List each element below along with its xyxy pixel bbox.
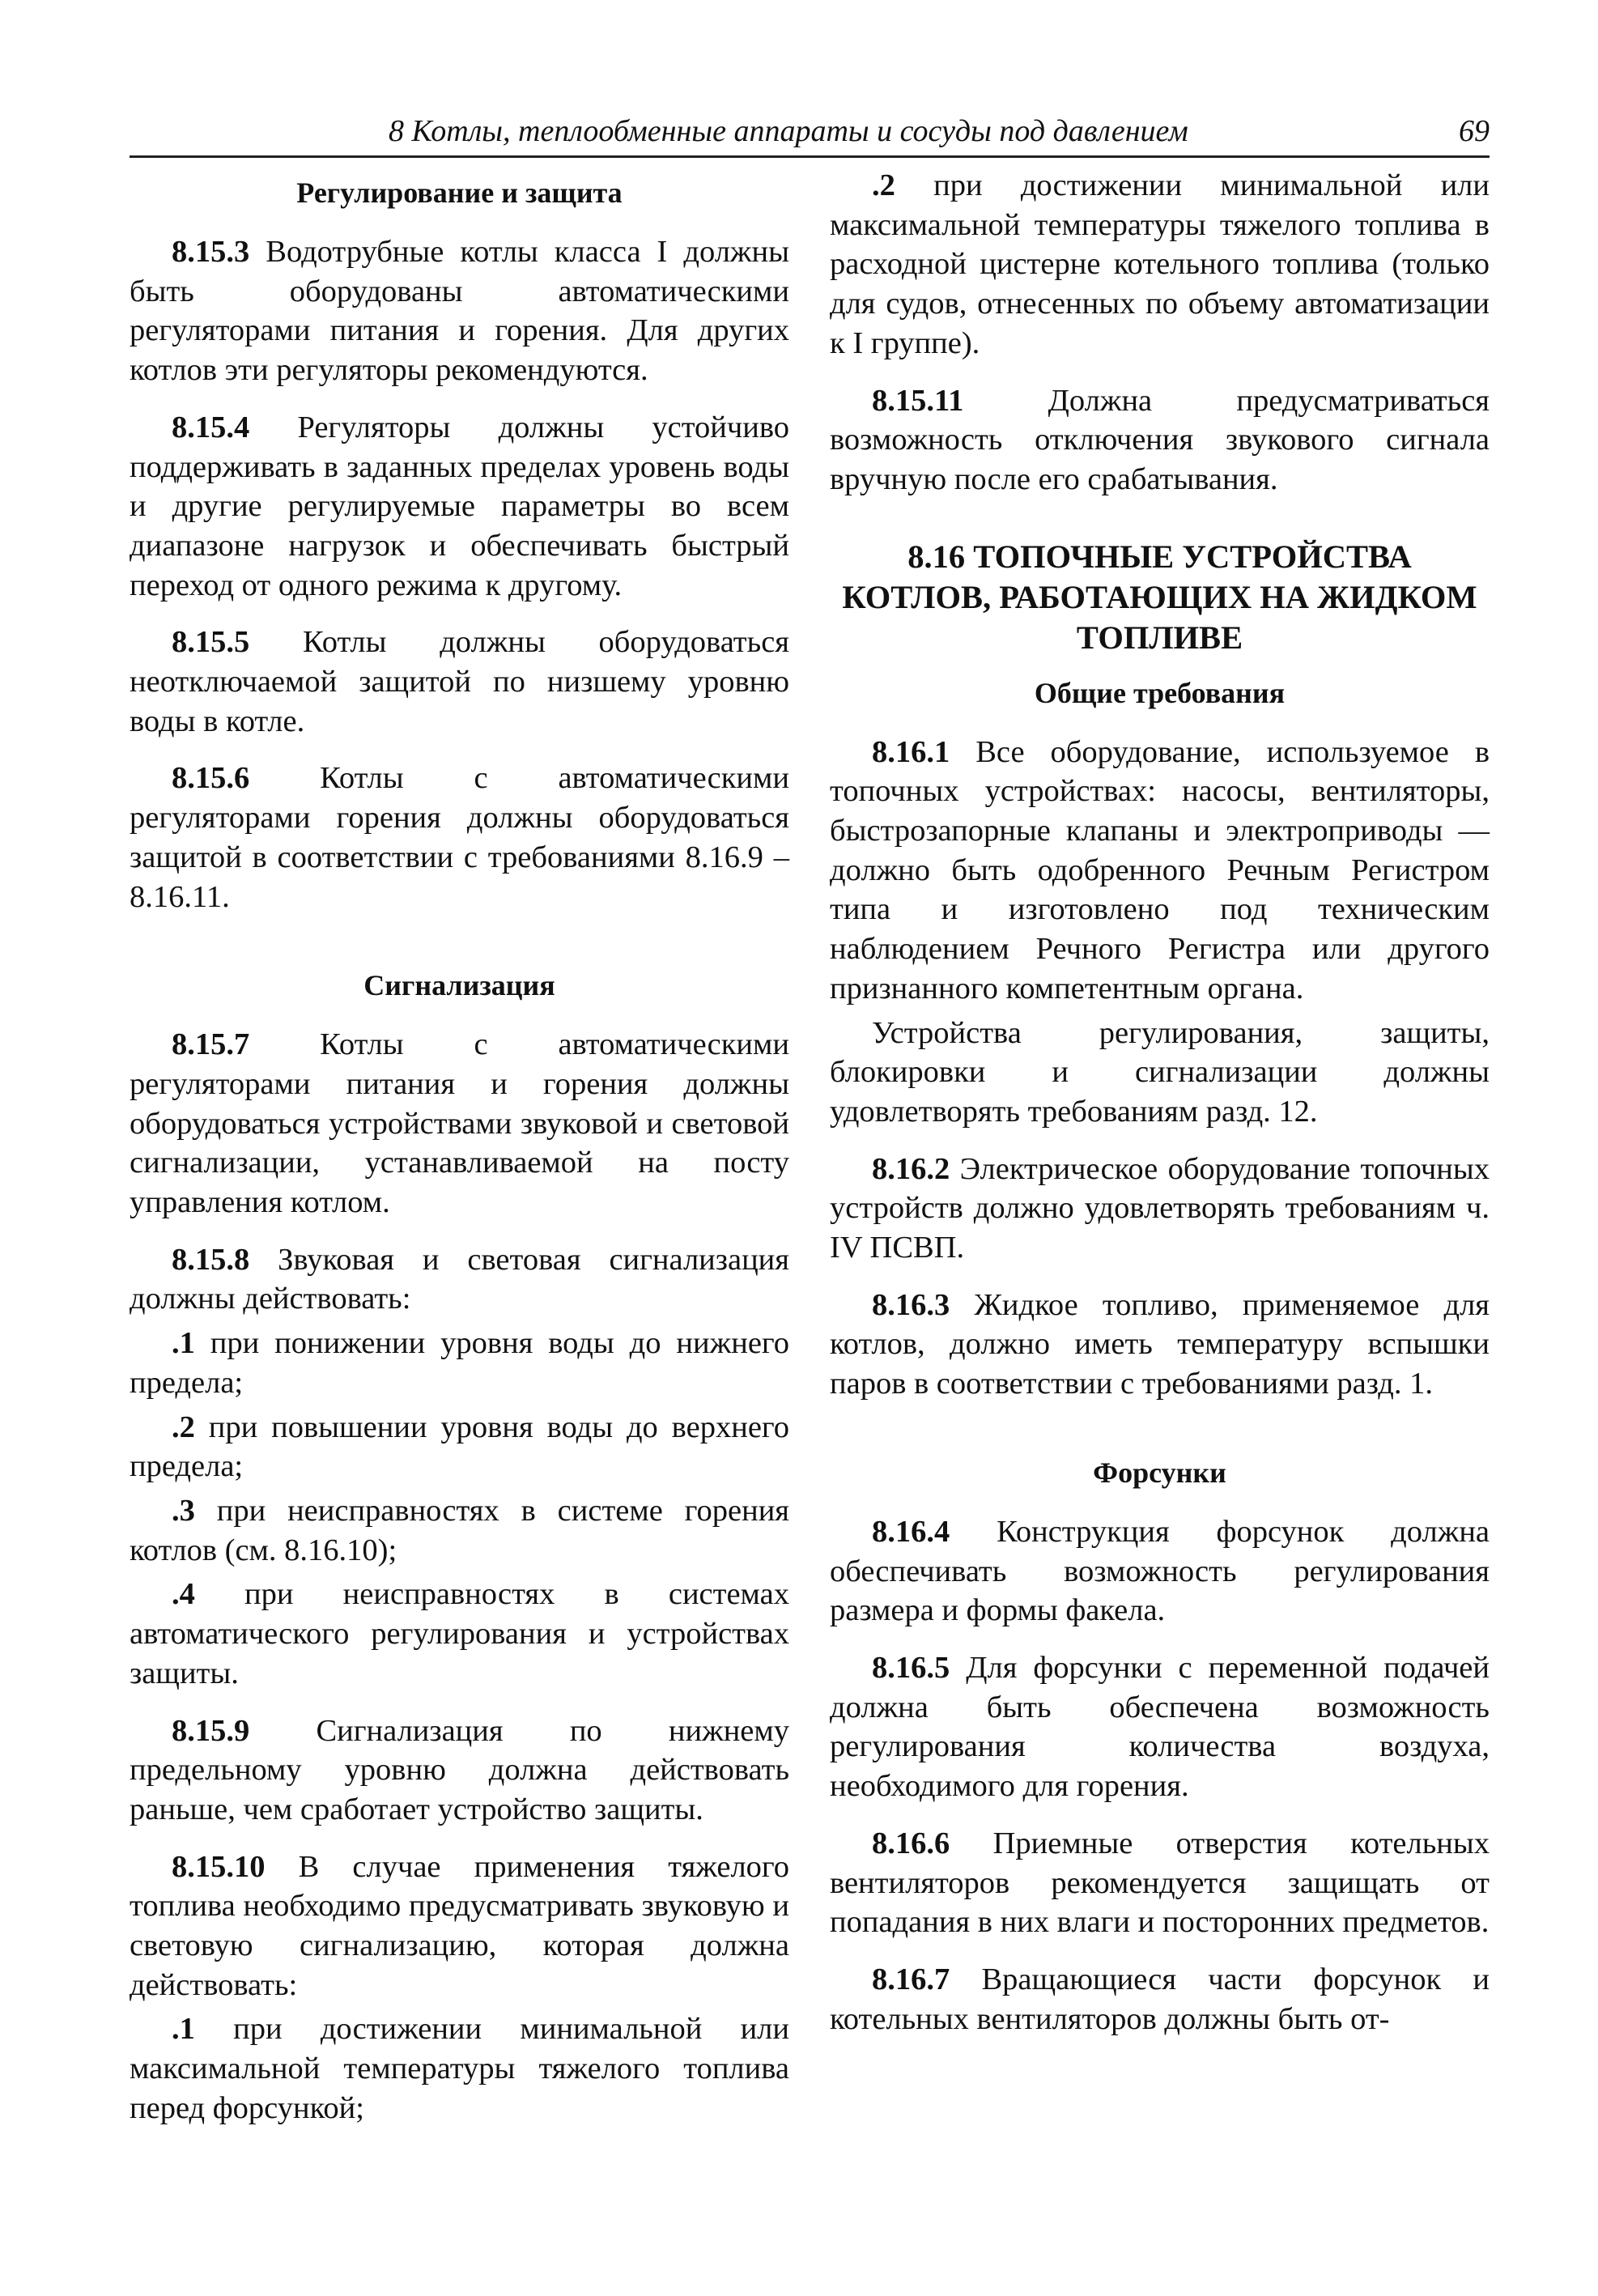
list-item-2: .2 при повышении уровня воды до верхнего предела; (130, 1409, 789, 1484)
right-column (830, 166, 1490, 2056)
list-item-4: .4 при неисправностях в системах автоматического регулирования и устройствах защиты. (130, 1577, 789, 1690)
paragraph-8-16-2: 8.16.2 Электрическое оборудование топочных устройств должно удовлетворять требованиям ч. IV ПСВП. (830, 1151, 1490, 1265)
list-item-3: .3 при неисправностях в системе горения котлов (см. 8.16.10); (130, 1493, 790, 1567)
paragraph-8-15-7: 8.15.7 Котлы с автоматическими регуляторами питания и горения должны оборудоваться устройствами звуковой и световой сигнализации, устанавливаемой на посту управления котлом. (130, 1027, 789, 1220)
paragraph-8-16-1: 8.16.1 Все оборудование, используемое в топочных устройствах: насосы, вентиляторы, быстрозапорные клапаны и электроприводы — должно быть одобренного Речным Регистром типа и изготовлено под техническим наблюдением Речного Регистра или другого признанного компетентным органа. (830, 734, 1490, 1006)
paragraph-8-16-7: 8.16.7 Вращающиеся части форсунок и котельных вентиляторов должны быть от- (830, 1962, 1490, 2036)
paragraph-8-16-6: 8.16.6 Приемные отверстия котельных вентиляторов рекомендуется защищать от попадания в них влаги и посторонних предметов. (830, 1826, 1490, 1940)
paragraph-8-16-3: 8.16.3 Жидкое топливо, применяемое для котлов, должно иметь температуру вспышки паров в соответствии с требованиями разд. 1. (830, 1287, 1490, 1401)
paragraph-8-15-5: 8.15.5 Котлы должны оборудоваться неотключаемой защитой по низшему уровню воды в котле. (130, 625, 789, 738)
paragraph-8-15-6: 8.15.6 Котлы с автоматическими регуляторами горения должны оборудоваться защитой в соответствии с требованиями 8.16.9 – 8.16.11. (130, 761, 789, 914)
section-heading-line-3: ТОПЛИВЕ (1076, 619, 1243, 656)
subheading-nozzles: Форсунки (1093, 1456, 1226, 1489)
section-heading-8-16 (830, 537, 1490, 658)
section-heading-line-1: 8.16 ТОПОЧНЫЕ УСТРОЙСТВА (907, 538, 1412, 575)
section-heading-line-2: КОТЛОВ, РАБОТАЮЩИХ НА ЖИДКОМ (842, 578, 1477, 615)
subheading-signaling: Сигнализация (363, 969, 555, 1002)
chapter-title: 8 Котлы, теплообменные аппараты и сосуды под давлением (389, 114, 1188, 148)
paragraph-8-16-1-continued: Устройства регулирования, защиты, блокировки и сигнализации должны удовлетворять требованиям разд. 12. (830, 1015, 1490, 1129)
paragraph-8-15-4: 8.15.4 Регуляторы должны устойчиво поддерживать в заданных пределах уровень воды и другие регулируемые параметры во всем диапазоне нагрузок и обеспечивать быстрый переход от одного режима к другому. (130, 410, 790, 602)
paragraph-8-16-5: 8.16.5 Для форсунки с переменной подачей должна быть обеспечена возможность регулирования количества воздуха, необходимого для горения. (830, 1650, 1490, 1804)
paragraph-8-15-9: 8.15.9 Сигнализация по нижнему предельному уровню должна действовать раньше, чем сработает устройство защиты. (130, 1713, 789, 1826)
left-column (130, 166, 789, 2133)
list-item-1: .1 при понижении уровня воды до нижнего предела; (130, 1326, 789, 1400)
subheading-regulation: Регулирование и защита (296, 176, 623, 209)
list-item-10-1: .1 при достижении минимальной или максимальной температуры тяжелого топлива перед форсункой; (130, 2012, 789, 2125)
paragraph-8-16-4: 8.16.4 Конструкция форсунок должна обеспечивать возможность регулирования размера и формы факела. (830, 1514, 1490, 1628)
list-item-10-2: .2 при достижении минимальной или максимальной температуры тяжелого топлива в расходной цистерне котельного топлива (только для судов, отнесенных по объему автоматизации к I группе). (830, 168, 1490, 360)
paragraph-8-15-10: 8.15.10 В случае применения тяжелого топлива необходимо предусматривать звуковую и световую сигнализацию, которая должна действовать: (130, 1849, 790, 2002)
page-number: 69 (1459, 114, 1490, 148)
paragraph-8-15-11: 8.15.11 Должна предусматриваться возможность отключения звукового сигнала вручную после его срабатывания. (830, 383, 1490, 496)
running-header (130, 107, 1490, 158)
paragraph-8-15-8: 8.15.8 Звуковая и световая сигнализация должны действовать: (130, 1242, 789, 1316)
subheading-general-requirements: Общие требования (1034, 676, 1286, 709)
paragraph-8-15-3: 8.15.3 Водотрубные котлы класса I должны быть оборудованы автоматическими регуляторами питания и горения. Для других котлов эти регуляторы рекомендуются. (130, 235, 789, 388)
